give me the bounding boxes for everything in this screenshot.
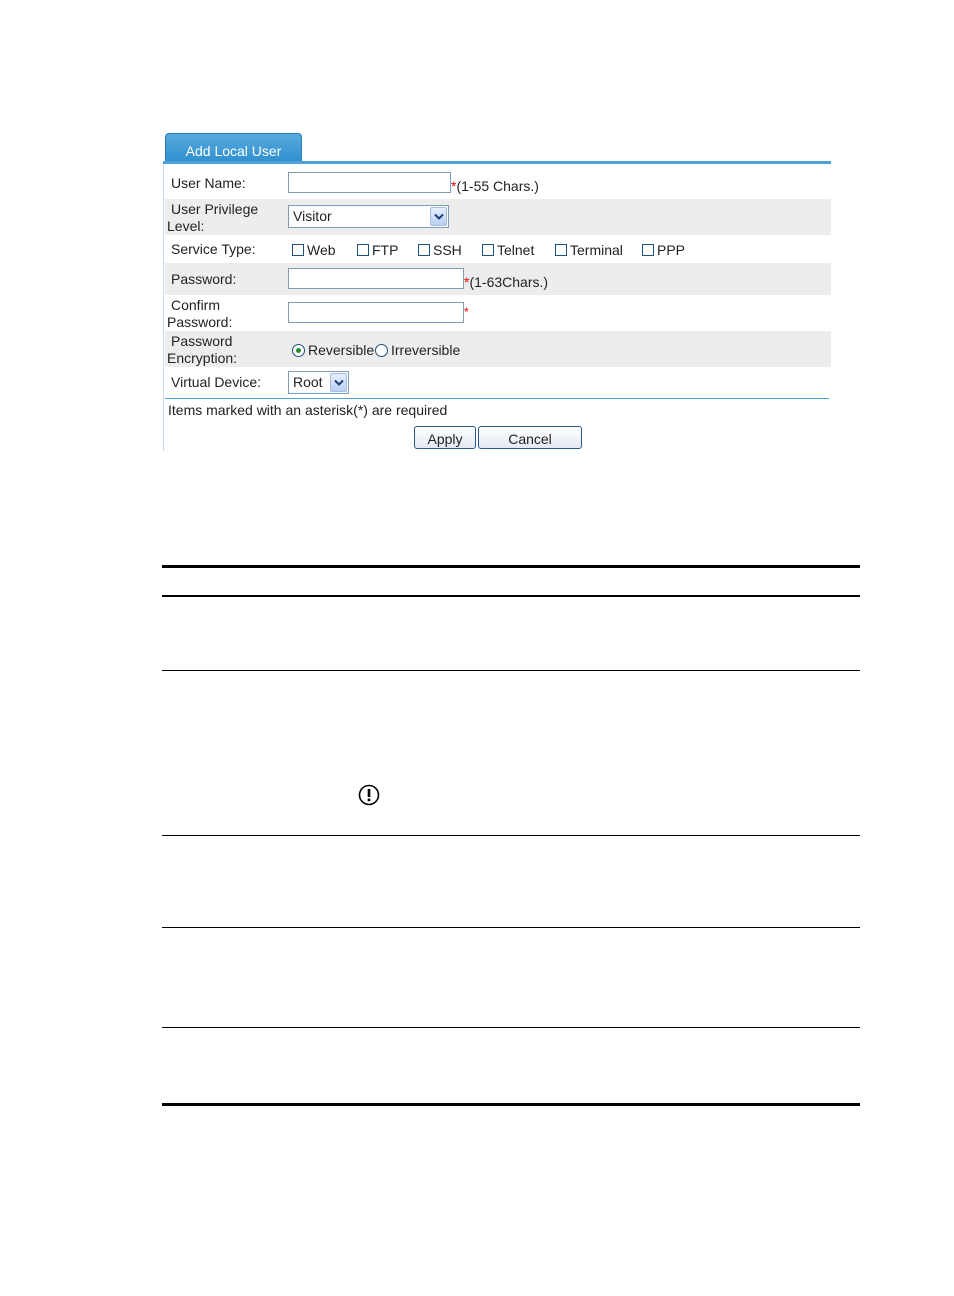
- user-name-input[interactable]: [288, 172, 451, 193]
- row-privilege: [165, 199, 831, 235]
- checkbox-box[interactable]: [555, 244, 567, 256]
- tab-add-local-user[interactable]: Add Local User: [165, 133, 302, 163]
- password-input[interactable]: [288, 268, 464, 289]
- service-ppp-label: PPP: [657, 242, 686, 258]
- user-name-hint: (1-55 Chars.): [456, 178, 539, 194]
- privilege-selected: Visitor: [293, 208, 332, 224]
- radio-selected-icon[interactable]: [292, 344, 305, 357]
- service-terminal-label: Terminal: [570, 242, 623, 258]
- privilege-label: [167, 201, 258, 235]
- form-divider: [165, 398, 829, 399]
- table-row-divider: [162, 835, 860, 836]
- checkbox-box[interactable]: [482, 244, 494, 256]
- virtual-device-selected: Root: [293, 374, 323, 390]
- user-name-label: User Name:: [171, 175, 246, 191]
- service-terminal-checkbox[interactable]: [555, 242, 623, 258]
- service-ssh-label: SSH: [433, 242, 462, 258]
- service-telnet-checkbox[interactable]: [482, 242, 534, 258]
- table-top-rule: [162, 565, 860, 568]
- service-ssh-checkbox[interactable]: [418, 242, 462, 258]
- row-service-type: [165, 235, 831, 263]
- user-name-required: [451, 178, 539, 194]
- confirm-password-label: [167, 297, 232, 331]
- table-header-rule: [162, 595, 860, 597]
- required-star: *: [464, 274, 470, 290]
- table-row-divider: [162, 1027, 860, 1028]
- service-web-label: Web: [307, 242, 336, 258]
- checkbox-box[interactable]: [292, 244, 304, 256]
- encryption-reversible-label: Reversible: [308, 342, 375, 358]
- service-ppp-checkbox[interactable]: [642, 242, 685, 258]
- password-label: Password:: [171, 271, 237, 287]
- service-ftp-checkbox[interactable]: [357, 242, 398, 258]
- confirm-password-input[interactable]: [288, 302, 464, 323]
- required-star: *: [451, 178, 457, 194]
- encryption-reversible-radio[interactable]: [292, 342, 374, 358]
- important-icon: [358, 784, 380, 806]
- confirm-password-label-line2: Password:: [167, 314, 233, 330]
- required-note: Items marked with an asterisk(*) are required: [168, 402, 448, 418]
- virtual-device-select[interactable]: [288, 371, 349, 394]
- service-type-label: Service Type:: [171, 241, 256, 257]
- add-local-user-panel: [163, 131, 831, 451]
- row-encryption: [165, 331, 831, 367]
- tab-underline: [163, 161, 831, 164]
- table-bottom-rule: [162, 1103, 860, 1106]
- privilege-label-line1: User Privilege: [171, 201, 259, 217]
- table-row-divider: [162, 670, 860, 671]
- password-hint: (1-63Chars.): [469, 274, 549, 290]
- row-virtual-device: [165, 367, 831, 398]
- encryption-label-line1: Password: [171, 333, 233, 349]
- checkbox-box[interactable]: [418, 244, 430, 256]
- cancel-button[interactable]: Cancel: [478, 426, 582, 449]
- encryption-label-line2: Encryption:: [167, 350, 238, 366]
- privilege-select[interactable]: [288, 205, 449, 228]
- service-ftp-label: FTP: [372, 242, 399, 258]
- service-telnet-label: Telnet: [497, 242, 535, 258]
- panel-border: [163, 161, 164, 451]
- radio-unselected-icon[interactable]: [375, 344, 388, 357]
- row-confirm-password: [165, 295, 831, 331]
- table-row-divider: [162, 927, 860, 928]
- confirm-password-label-line1: Confirm: [171, 297, 221, 313]
- service-web-checkbox[interactable]: [292, 242, 336, 258]
- encryption-irreversible-label: Irreversible: [391, 342, 461, 358]
- checkbox-box[interactable]: [642, 244, 654, 256]
- confirm-password-required: *: [464, 305, 469, 319]
- row-user-name: [165, 167, 831, 199]
- chevron-down-icon[interactable]: [330, 373, 347, 392]
- encryption-irreversible-radio[interactable]: [375, 342, 460, 358]
- chevron-down-icon[interactable]: [430, 207, 447, 226]
- checkbox-box[interactable]: [357, 244, 369, 256]
- privilege-label-line2: Level:: [167, 218, 205, 234]
- apply-button[interactable]: Apply: [414, 426, 476, 449]
- row-password: [165, 263, 831, 295]
- password-required: [464, 274, 548, 290]
- virtual-device-label: Virtual Device:: [171, 374, 262, 390]
- encryption-label: [167, 333, 237, 367]
